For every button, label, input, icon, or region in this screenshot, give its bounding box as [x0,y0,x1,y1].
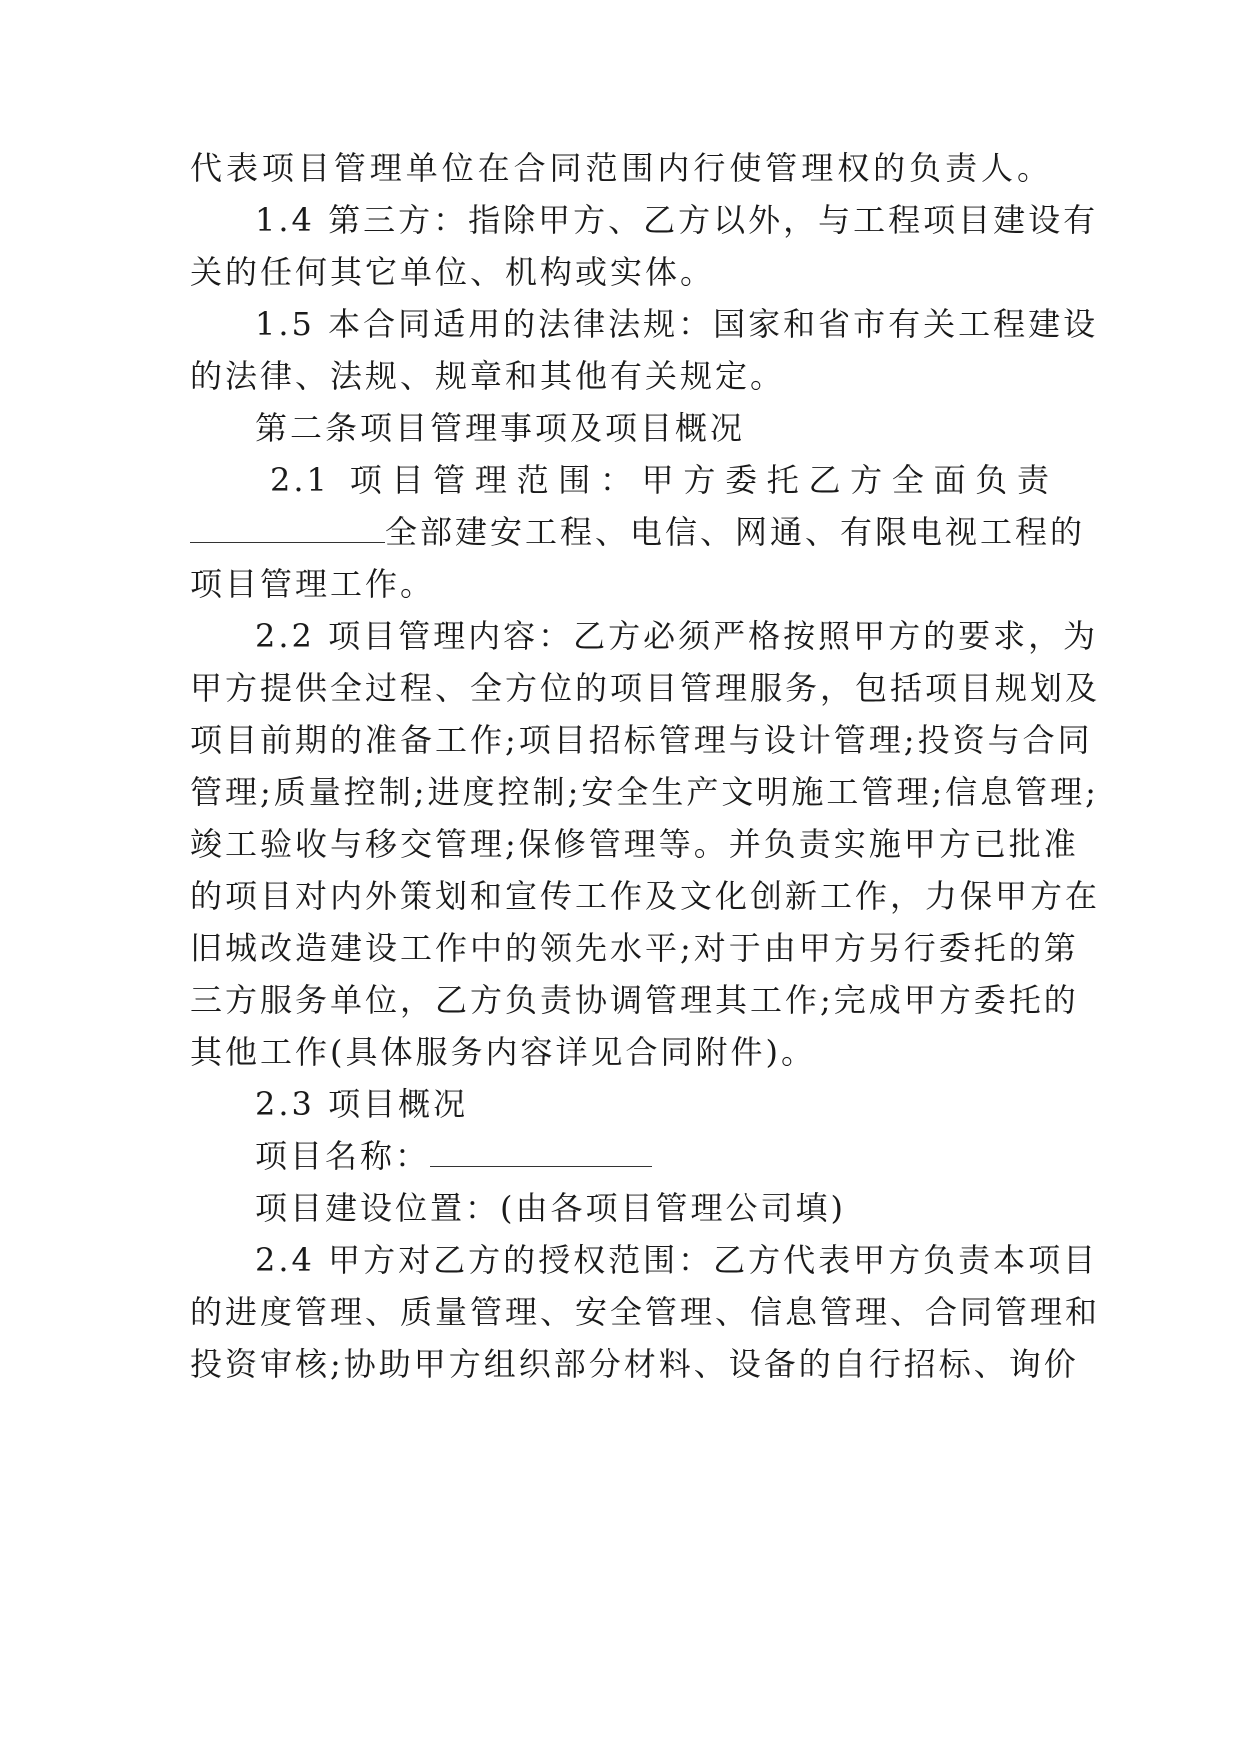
project-location-line: 项目建设位置：(由各项目管理公司填) [255,1189,846,1227]
paragraph-line-with-blank [190,504,1086,560]
project-name-label: 项目名称： [255,1137,431,1175]
project-name-line [255,1128,1052,1184]
paragraph-text: 全部建安工程、电信、网通、有限电视工程的 [385,513,1086,551]
paragraph-line: 的进度管理、质量管理、安全管理、信息管理、合同管理和 [190,1293,1101,1331]
paragraph-line: 代表项目管理单位在合同范围内行使管理权的负责人。 [190,149,1052,187]
paragraph-line: 1.4 第三方：指除甲方、乙方以外，与工程项目建设有 [255,201,1099,239]
paragraph-line: 的法律、法规、规章和其他有关规定。 [190,357,786,395]
paragraph-line: 的项目对内外策划和宣传工作及文化创新工作，力保甲方在 [190,877,1101,915]
paragraph-line: 竣工验收与移交管理;保修管理等。并负责实施甲方已批准 [190,825,1079,863]
paragraph-line: 项目管理工作。 [190,565,436,603]
paragraph-line: 旧城改造建设工作中的领先水平;对于由甲方另行委托的第 [190,929,1079,967]
paragraph-line: 项目前期的准备工作;项目招标管理与设计管理;投资与合同 [190,721,1093,759]
section-heading: 第二条项目管理事项及项目概况 [255,409,746,447]
paragraph-line: 2.1 项目管理范围：甲方委托乙方全面负责 [270,461,1052,499]
paragraph-line: 甲方提供全过程、全方位的项目管理服务，包括项目规划及 [190,669,1101,707]
subsection-heading: 2.3 项目概况 [255,1085,469,1123]
project-name-blank [430,1128,652,1167]
fill-in-blank [190,504,385,543]
paragraph-line: 投资审核;协助甲方组织部分材料、设备的自行招标、询价 [190,1345,1079,1383]
paragraph-line: 三方服务单位，乙方负责协调管理其工作;完成甲方委托的 [190,981,1079,1019]
paragraph-line: 2.4 甲方对乙方的授权范围：乙方代表甲方负责本项目 [255,1241,1099,1279]
paragraph-line: 管理;质量控制;进度控制;安全生产文明施工管理;信息管理; [190,773,1099,811]
paragraph-line: 2.2 项目管理内容：乙方必须严格按照甲方的要求，为 [255,617,1099,655]
paragraph-line: 1.5 本合同适用的法律法规：国家和省市有关工程建设 [255,305,1099,343]
paragraph-line: 关的任何其它单位、机构或实体。 [190,253,716,291]
paragraph-line: 其他工作(具体服务内容详见合同附件)。 [190,1033,816,1071]
